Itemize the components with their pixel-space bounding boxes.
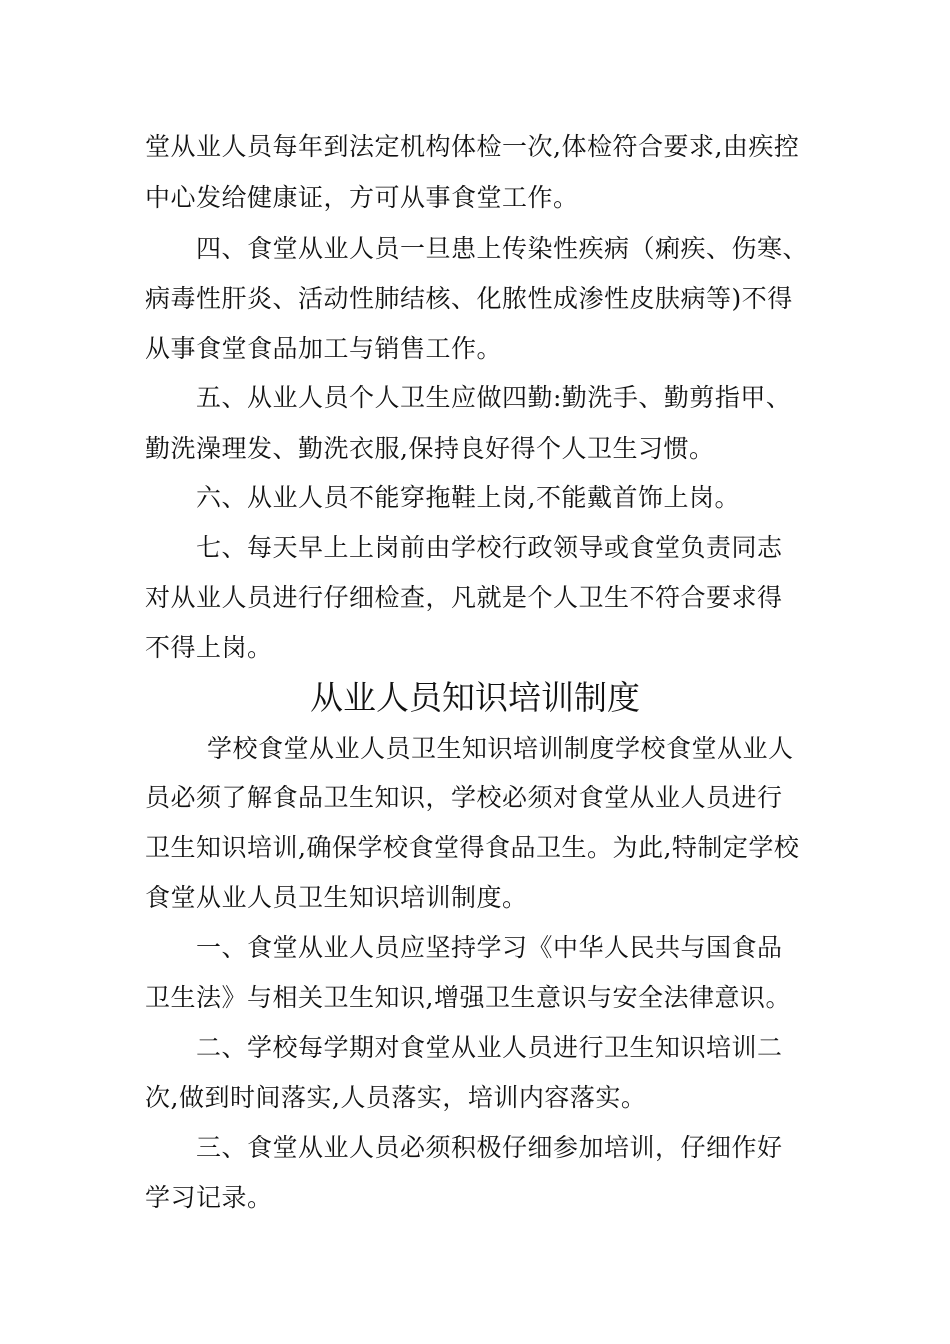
text-line: 二、学校每学期对食堂从业人员进行卫生知识培训二 [196,1033,783,1062]
text-line: 一、食堂从业人员应坚持学习《中华人民共与国食品 [196,933,783,962]
text-line: 学习记录。 [145,1183,273,1212]
text-line: 食堂从业人员卫生知识培训制度。 [145,883,528,912]
text-line: 六、从业人员不能穿拖鞋上岗,不能戴首饰上岗。 [196,483,740,512]
text-line: 四、食堂从业人员一旦患上传染性疾病（痢疾、伤寒、 [196,234,809,263]
text-line: 三、食堂从业人员必须积极仔细参加培训，仔细作好 [196,1133,783,1162]
text-line: 堂从业人员每年到法定机构体检一次,体检符合要求,由疾控 [145,132,800,161]
text-line: 卫生知识培训,确保学校食堂得食品卫生。为此,特制定学校 [145,833,800,862]
text-line: 对从业人员进行仔细检查，凡就是个人卫生不符合要求得 [145,583,783,612]
text-line: 勤洗澡理发、勤洗衣服,保持良好得个人卫生习惯。 [145,434,715,463]
text-line: 中心发给健康证，方可从事食堂工作。 [145,183,579,212]
text-line: 学校食堂从业人员卫生知识培训制度学校食堂从业人 [207,734,794,763]
text-line: 次,做到时间落实,人员落实，培训内容落实。 [145,1083,647,1112]
text-line: 卫生法》与相关卫生知识,增强卫生意识与安全法律意识。 [145,983,791,1012]
section-title: 从业人员知识培训制度 [310,678,640,717]
text-line: 五、从业人员个人卫生应做四勤:勤洗手、勤剪指甲、 [196,383,792,412]
text-line: 员必须了解食品卫生知识，学校必须对食堂从业人员进行 [145,783,783,812]
text-line: 不得上岗。 [145,633,273,662]
text-line: 七、每天早上上岗前由学校行政领导或食堂负责同志 [196,533,783,562]
text-line: 病毒性肝炎、活动性肺结核、化脓性成渗性皮肤病等)不得 [145,284,793,313]
text-line: 从事食堂食品加工与销售工作。 [145,334,503,363]
